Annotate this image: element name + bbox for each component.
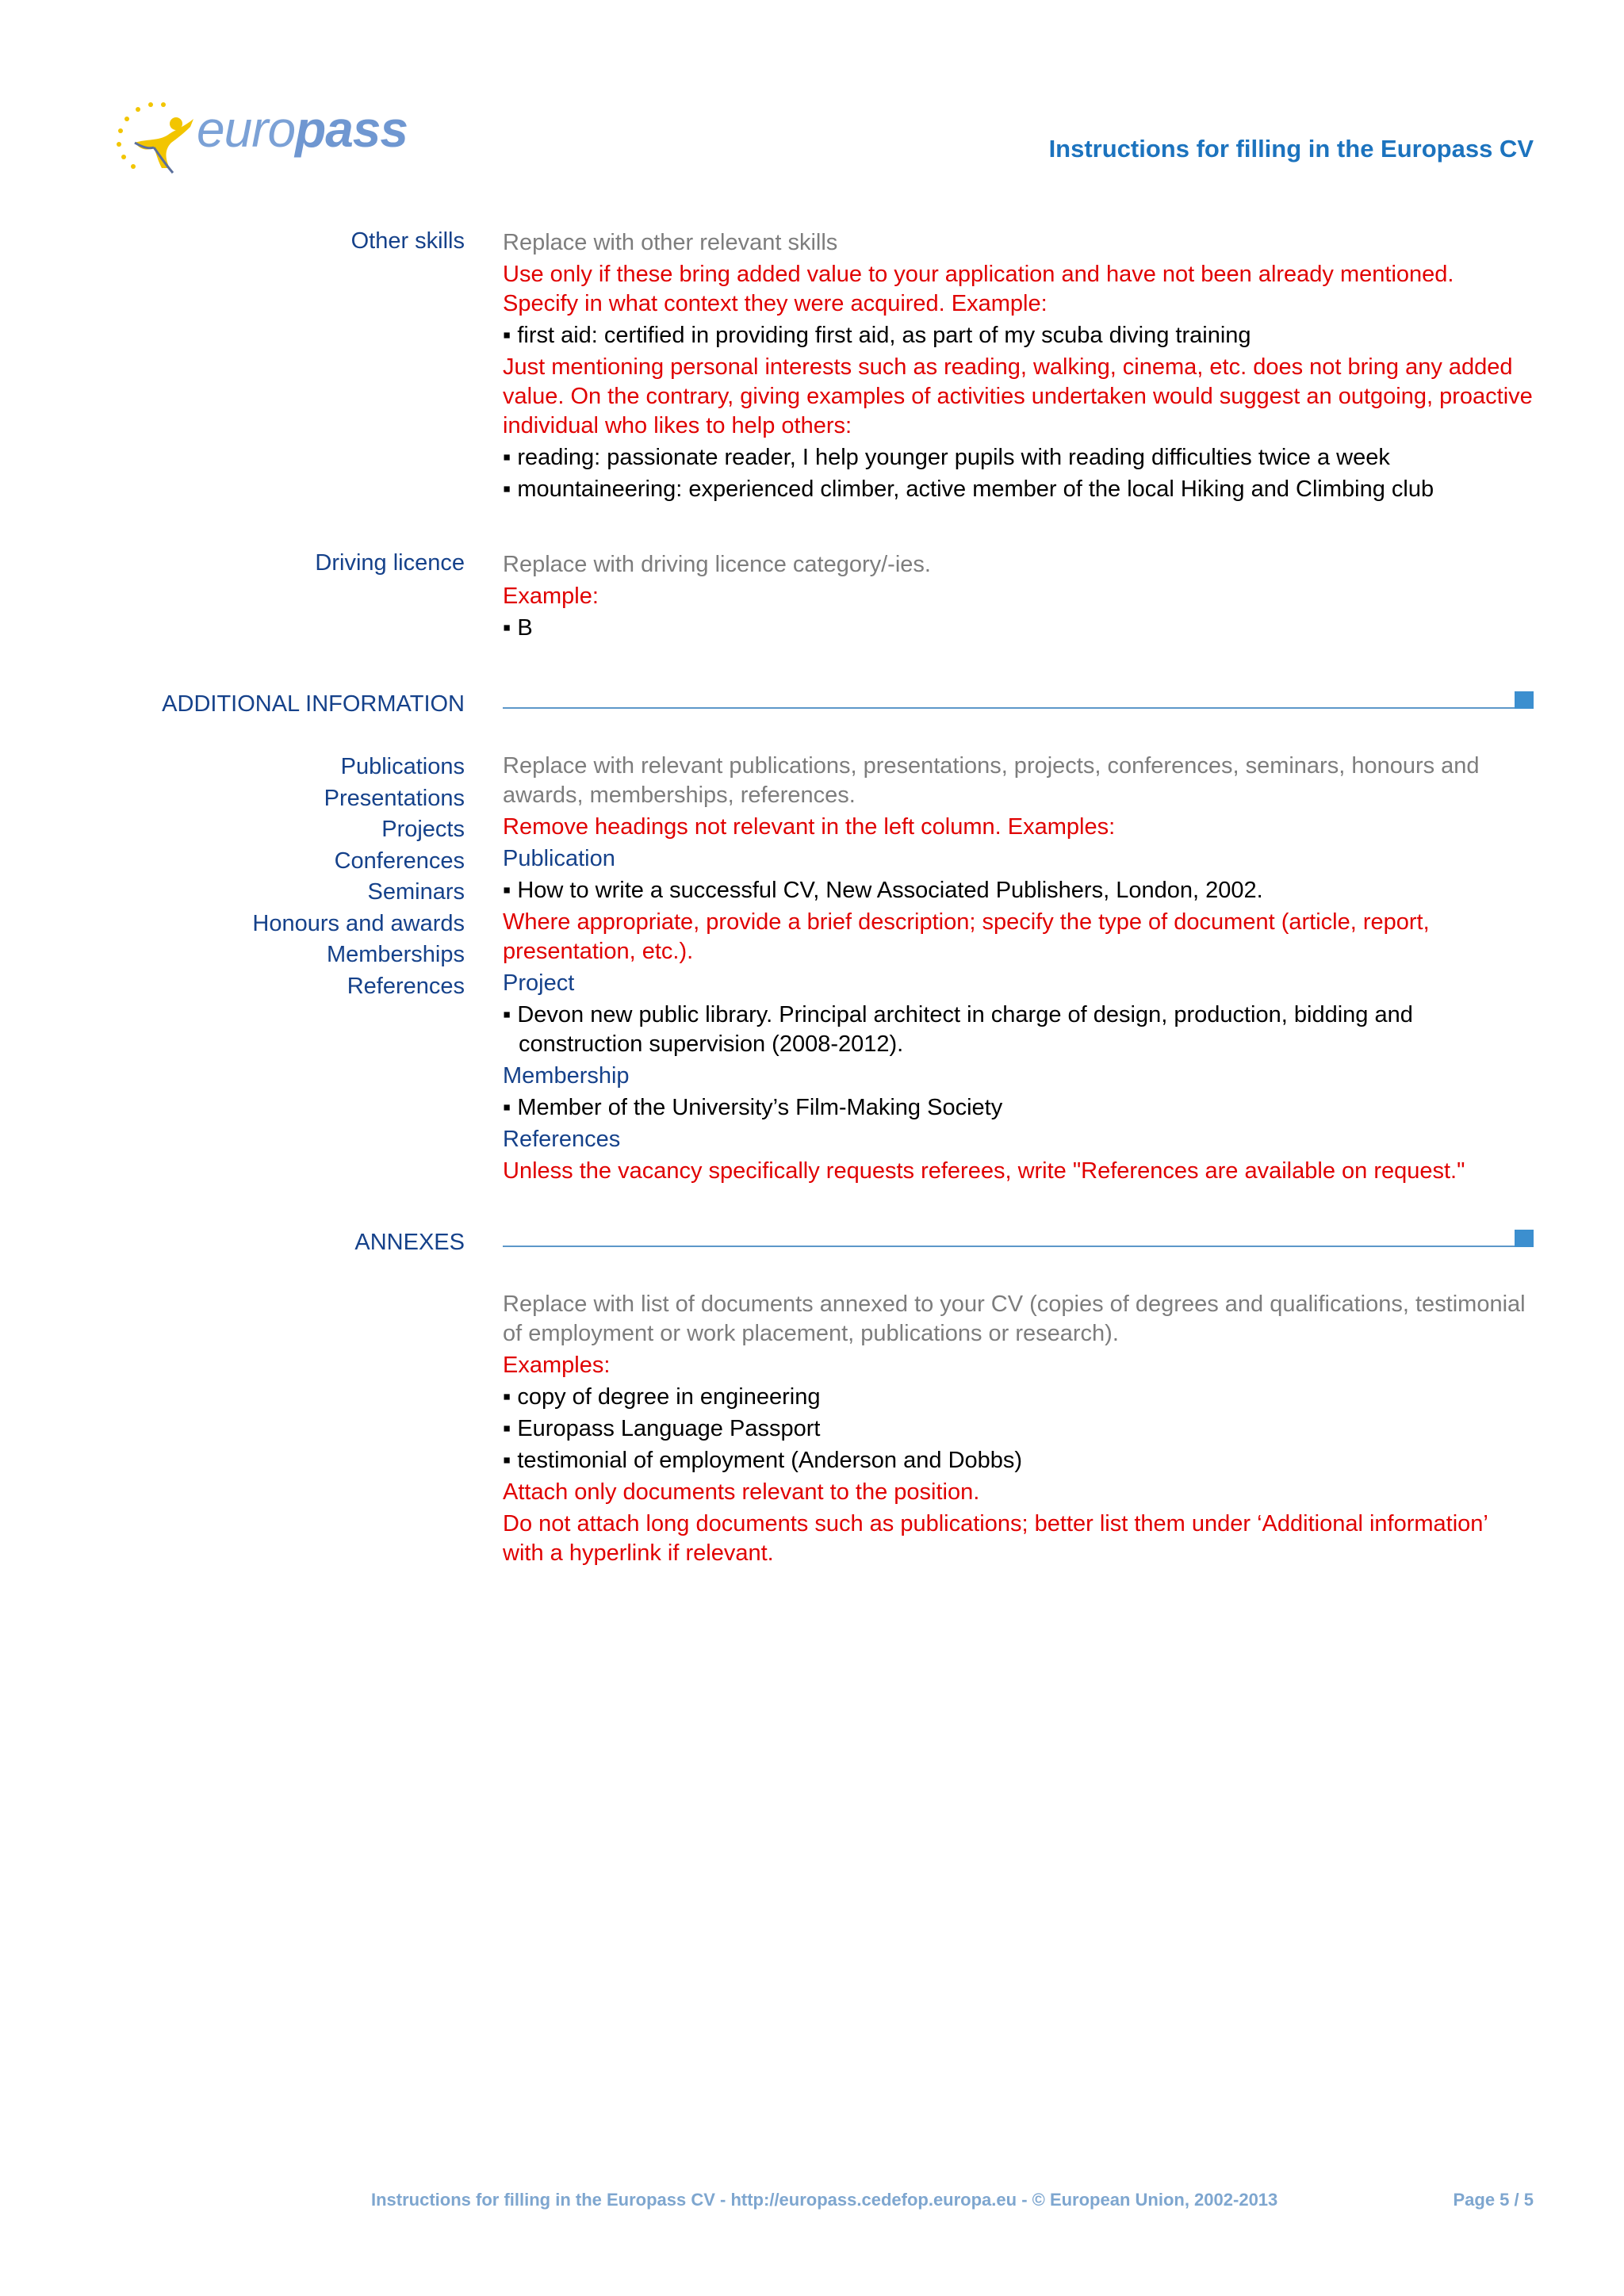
driving-licence-content <box>503 550 1534 645</box>
annexes-content <box>503 1290 1534 1571</box>
membership-subheading: Membership <box>503 1063 630 1089</box>
other-skills-instruction-interests: Just mentioning personal interests such as reading, walking, cinema, etc. does not bring any added value. On the contrary, giving examples of activities undertaken would suggest an outgoing, proactive individual who likes to help others: <box>503 354 1533 438</box>
project-subheading: Project <box>503 970 575 996</box>
logo-wordmark: europass <box>197 101 408 158</box>
annexes-note-relevant: Attach only documents relevant to the position. <box>503 1479 980 1505</box>
page-number: Page 5 / 5 <box>1453 2190 1534 2210</box>
annex-example-degree: ▪ copy of degree in engineering <box>503 1384 821 1410</box>
label-conferences: Conferences <box>334 848 465 874</box>
europass-logo <box>111 95 408 182</box>
annexes-examples-label: Examples: <box>503 1353 611 1378</box>
footer-text: Instructions for filling in the Europass CV - http://europass.cedefop.europa.eu - © European Union, 2002-2013 <box>371 2190 1278 2210</box>
other-skills-placeholder: Replace with other relevant skills <box>503 230 838 255</box>
additional-information-content <box>503 752 1534 1188</box>
driving-licence-example: ▪ B <box>503 615 533 641</box>
annexes-note-long-documents: Do not attach long documents such as publications; better list them under ‘Additional information’ with a hyperlink if relevant. <box>503 1511 1488 1566</box>
other-skills-content <box>503 228 1534 507</box>
label-references: References <box>347 973 465 999</box>
membership-example: ▪ Member of the University’s Film-Making Society <box>503 1095 1003 1120</box>
additional-information-labels <box>252 752 465 1002</box>
publication-example: ▪ How to write a successful CV, New Associated Publishers, London, 2002. <box>503 878 1263 903</box>
label-publications: Publications <box>340 754 465 779</box>
other-skills-example-first-aid: ▪ first aid: certified in providing first aid, as part of my scuba diving training <box>503 323 1251 348</box>
annex-example-language-passport: ▪ Europass Language Passport <box>503 1416 821 1441</box>
references-subheading: References <box>503 1127 621 1152</box>
driving-licence-placeholder: Replace with driving licence category/-ies. <box>503 552 931 577</box>
driving-licence-label: Driving licence <box>315 550 465 576</box>
additional-information-instruction: Remove headings not relevant in the left column. Examples: <box>503 814 1116 840</box>
section-rule <box>503 1246 1515 1247</box>
additional-information-heading: ADDITIONAL INFORMATION <box>162 691 465 717</box>
label-seminars: Seminars <box>367 879 465 905</box>
section-rule-marker <box>1515 1230 1534 1247</box>
other-skills-instruction: Use only if these bring added value to your application and have not been already mentioned. Specify in what context they were acquired. Example: <box>503 262 1454 316</box>
additional-information-placeholder: Replace with relevant publications, presentations, projects, conferences, seminars, honours and awards, memberships, references. <box>503 753 1480 808</box>
other-skills-example-mountaineering: ▪ mountaineering: experienced climber, active member of the local Hiking and Climbing club <box>503 476 1434 502</box>
label-projects: Projects <box>381 817 465 842</box>
other-skills-example-reading: ▪ reading: passionate reader, I help younger pupils with reading difficulties twice a week <box>503 445 1390 470</box>
document-title: Instructions for filling in the Europass CV <box>1048 135 1534 163</box>
annex-example-testimonial: ▪ testimonial of employment (Anderson and Dobbs) <box>503 1448 1023 1473</box>
references-note: Unless the vacancy specifically requests referees, write "References are available on request." <box>503 1158 1465 1184</box>
description-note: Where appropriate, provide a brief description; specify the type of document (article, report, presentation, etc.). <box>503 909 1430 964</box>
annexes-heading: ANNEXES <box>354 1230 465 1255</box>
publication-subheading: Publication <box>503 846 615 871</box>
label-honours-and-awards: Honours and awards <box>252 910 465 936</box>
section-rule <box>503 707 1515 709</box>
label-presentations: Presentations <box>324 785 465 811</box>
label-memberships: Memberships <box>326 942 465 967</box>
section-rule-marker <box>1515 691 1534 709</box>
other-skills-label: Other skills <box>350 228 465 254</box>
annexes-placeholder: Replace with list of documents annexed to your CV (copies of degrees and qualifications, testimonial of employment or work placement, publications or research). <box>503 1292 1526 1346</box>
driving-licence-example-label: Example: <box>503 584 599 609</box>
project-example: ▪ Devon new public library. Principal architect in charge of design, production, bidding and construction supervision (2008-2012). <box>503 1002 1413 1057</box>
